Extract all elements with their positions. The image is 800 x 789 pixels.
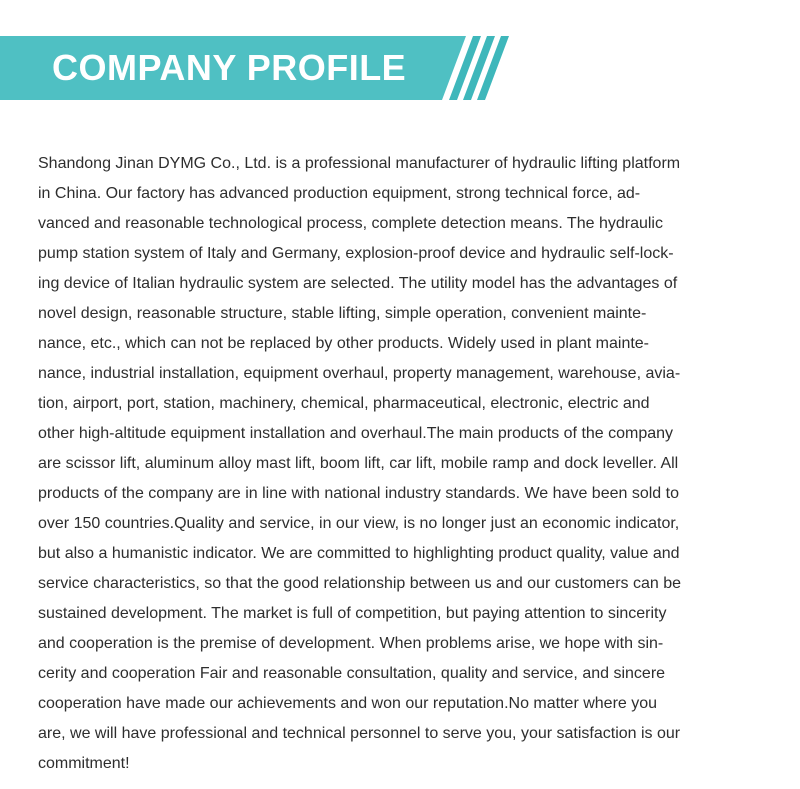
header-banner [0, 36, 520, 100]
profile-line: novel design, reasonable structure, stable lifting, simple operation, convenient mainte- [38, 305, 647, 322]
profile-line: cooperation have made our achievements and won our reputation.No matter where you [38, 695, 658, 712]
profile-line: other high-altitude equipment installation and overhaul.The main products of the company [38, 425, 674, 442]
profile-line: ing device of Italian hydraulic system are selected. The utility model has the advantages of [38, 275, 678, 292]
profile-line: pump station system of Italy and Germany, explosion-proof device and hydraulic self-lock- [38, 245, 674, 262]
page-title: COMPANY PROFILE [52, 47, 407, 88]
profile-line: sustained development. The market is full of competition, but paying attention to sincerity [38, 605, 667, 622]
profile-line: tion, airport, port, station, machinery, chemical, pharmaceutical, electronic, electric and [38, 395, 650, 412]
profile-line: vanced and reasonable technological process, complete detection means. The hydraulic [38, 215, 663, 232]
profile-line: commitment! [38, 755, 130, 772]
profile-line: are scissor lift, aluminum alloy mast lift, boom lift, car lift, mobile ramp and dock leveller. All [38, 455, 679, 472]
profile-line: in China. Our factory has advanced production equipment, strong technical force, ad- [38, 185, 641, 202]
profile-line: and cooperation is the premise of development. When problems arise, we hope with sin- [38, 635, 664, 652]
profile-line: nance, industrial installation, equipment overhaul, property management, warehouse, avia- [38, 365, 681, 382]
profile-line: over 150 countries.Quality and service, in our view, is no longer just an economic indicator, [38, 515, 680, 532]
company-profile-text [38, 149, 764, 779]
profile-line: but also a humanistic indicator. We are committed to highlighting product quality, value and [38, 545, 680, 562]
profile-line: Shandong Jinan DYMG Co., Ltd. is a professional manufacturer of hydraulic lifting platform [38, 155, 681, 172]
profile-line: products of the company are in line with national industry standards. We have been sold to [38, 485, 679, 502]
profile-line: nance, etc., which can not be replaced by other products. Widely used in plant mainte- [38, 335, 650, 352]
profile-line: cerity and cooperation Fair and reasonable consultation, quality and service, and sincere [38, 665, 666, 682]
profile-line: service characteristics, so that the good relationship between us and our customers can be [38, 575, 682, 592]
profile-line: are, we will have professional and technical personnel to serve you, your satisfaction is our [38, 725, 681, 742]
